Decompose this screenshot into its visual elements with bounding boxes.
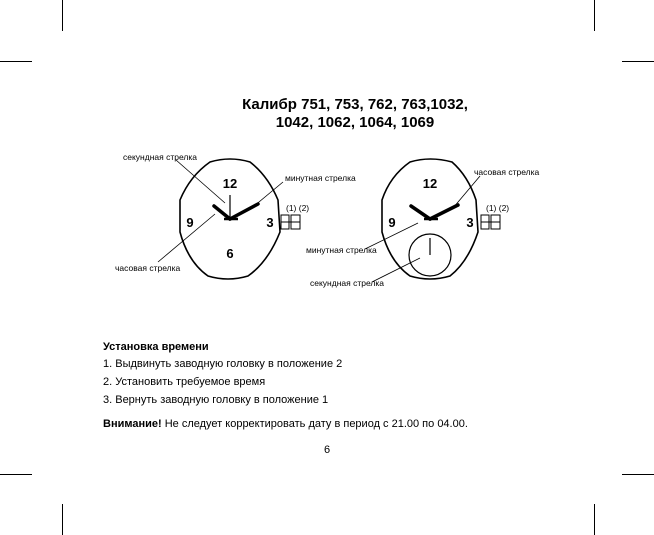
left-number-9: 9 — [186, 215, 194, 230]
calibre-title-line2: 1042, 1062, 1064, 1069 — [275, 114, 435, 131]
right-minute-hand — [411, 206, 430, 219]
left-watch-diagram — [115, 152, 356, 279]
left-hour-hand-label: часовая стрелка — [115, 263, 181, 273]
left-number-6: 6 — [226, 246, 234, 261]
calibre-title-line1: Калибр 751, 753, 762, 763,1032, — [242, 96, 468, 113]
instruction-step-1: 1. Выдвинуть заводную головку в положение 2 — [103, 358, 343, 370]
warning-note — [103, 415, 468, 434]
crop-mark — [0, 474, 32, 475]
left-minute-hand-label: минутная стрелка — [285, 173, 356, 183]
crop-mark — [594, 504, 595, 535]
right-number-12: 12 — [422, 176, 438, 191]
left-crown-positions-label: (1) (2) — [286, 203, 310, 213]
crop-mark — [62, 504, 63, 535]
right-crown-positions-label: (1) (2) — [486, 203, 510, 213]
crop-mark — [622, 474, 654, 475]
instruction-step-3: 3. Вернуть заводную головку в положение 1 — [103, 394, 329, 406]
left-number-3: 3 — [266, 215, 274, 230]
right-number-9: 9 — [388, 215, 396, 230]
instructions-heading: Установка времени — [103, 341, 209, 353]
left-hour-hand — [214, 206, 230, 219]
right-minute-hand-label: минутная стрелка — [306, 245, 377, 255]
right-hour-hand-label: часовая стрелка — [474, 167, 540, 177]
right-second-hand-label: секундная стрелка — [310, 278, 384, 288]
warning-text: Не следует корректировать дату в период с 21.00 по 04.00. — [161, 418, 468, 430]
right-number-3: 3 — [466, 215, 474, 230]
warning-label: Внимание! — [103, 418, 162, 430]
left-second-hand-label: секундная стрелка — [123, 152, 197, 162]
page-number: 6 — [323, 444, 331, 456]
left-number-12: 12 — [222, 176, 238, 191]
instruction-step-2: 2. Установить требуемое время — [103, 376, 266, 388]
